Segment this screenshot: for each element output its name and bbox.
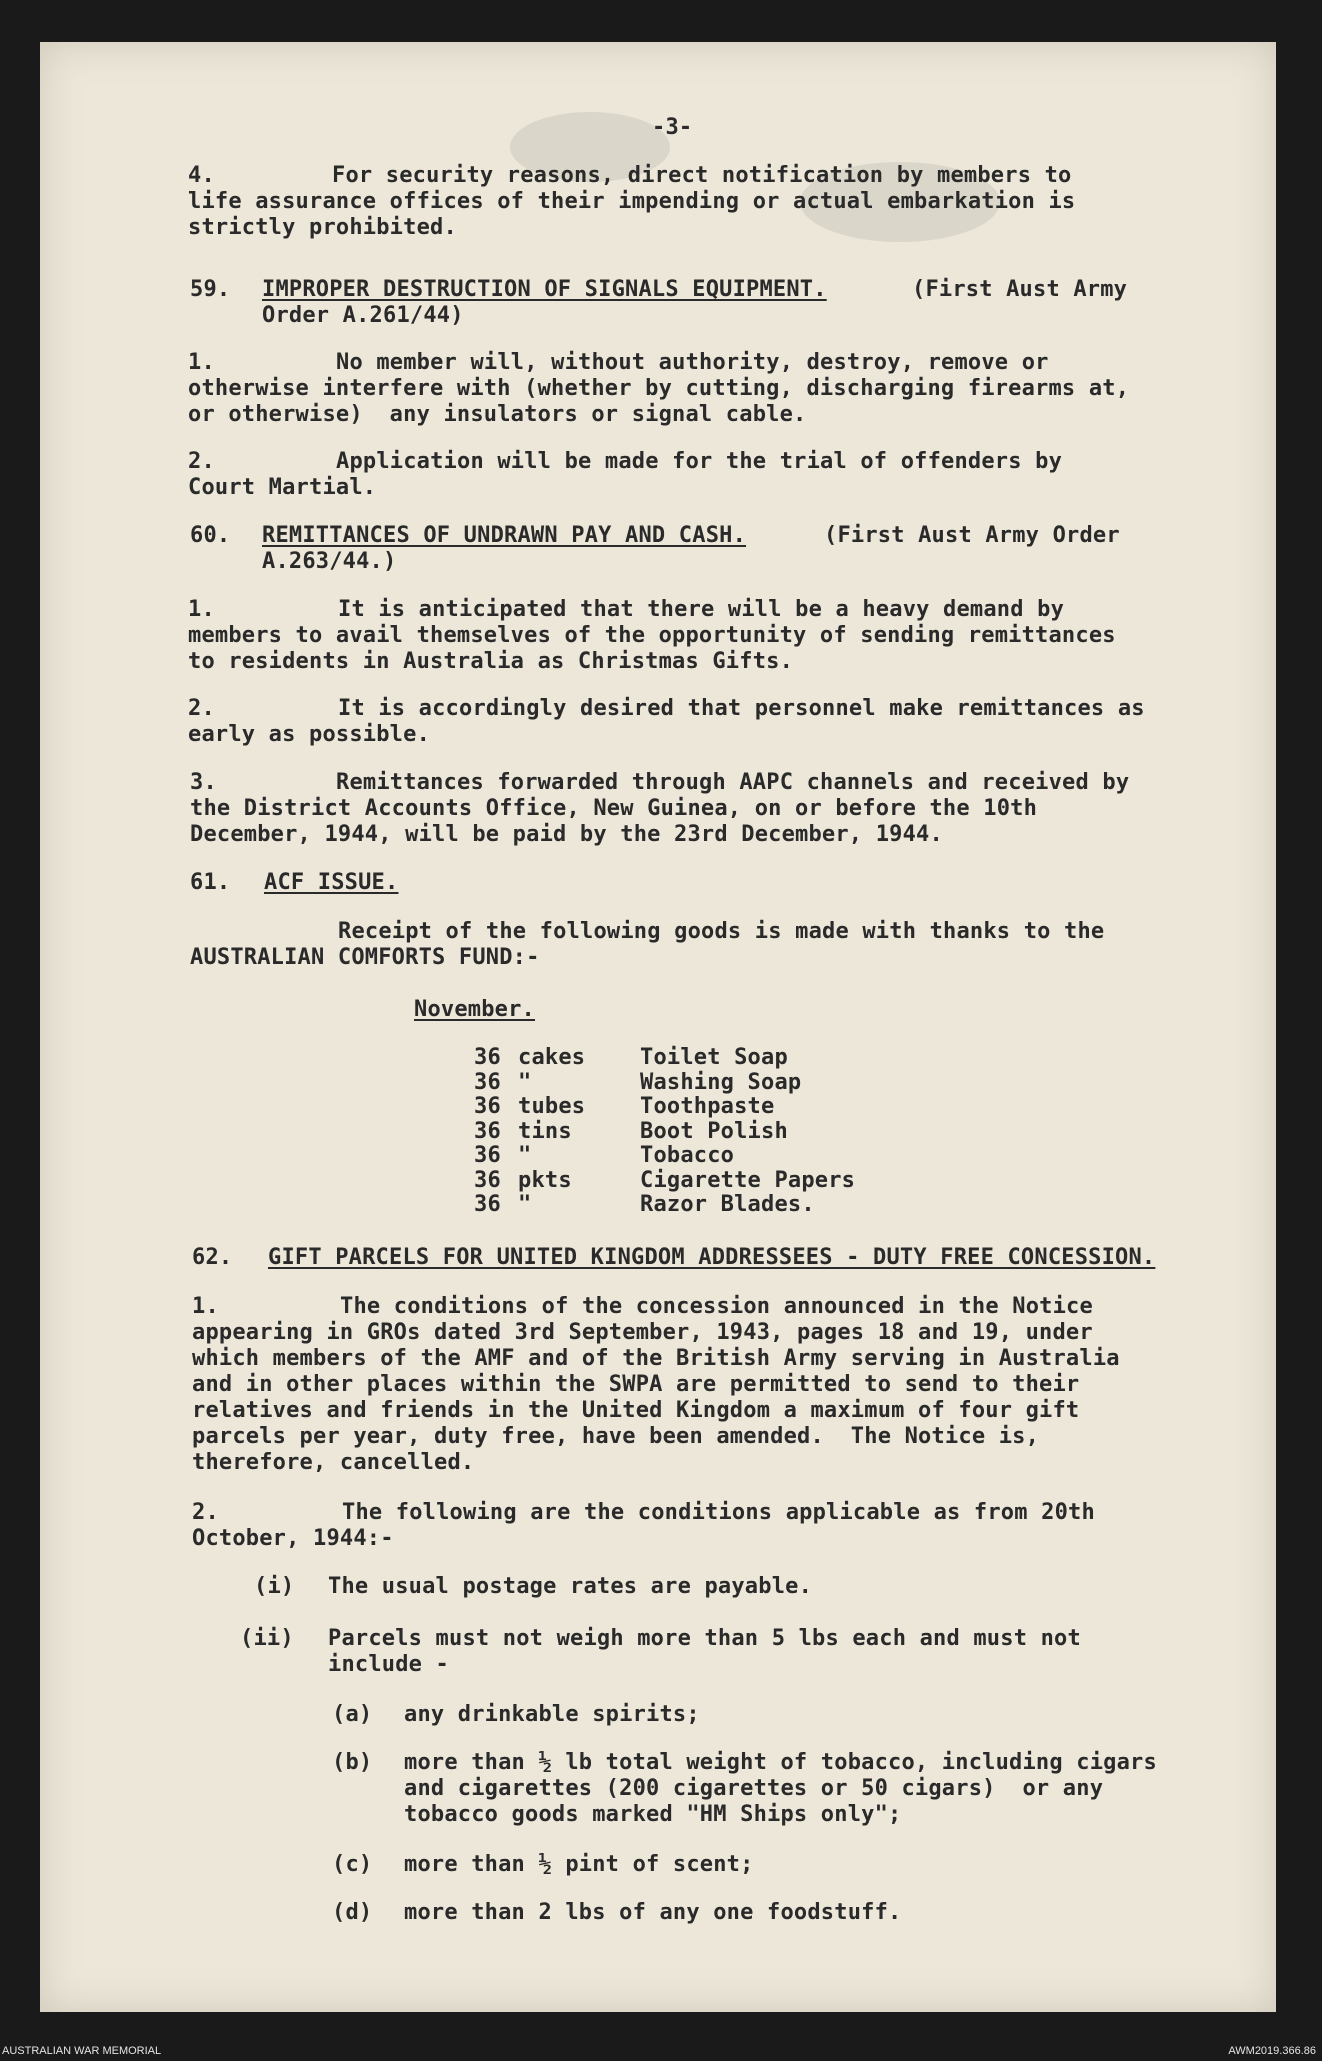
sub-item-number: (c) [332,1852,373,1877]
order-reference: Order A.261/44) [262,303,464,328]
text-line: any drinkable spirits; [404,1702,700,1727]
text-line: AUSTRALIAN COMFORTS FUND:- [190,945,540,970]
text-line: Receipt of the following goods is made with thanks to the [338,919,1105,944]
para-number: 3. [190,770,217,795]
section-heading: GIFT PARCELS FOR UNITED KINGDOM ADDRESSEES - DUTY FREE CONCESSION. [268,1245,1156,1270]
text-line: The following are the conditions applicable as from 20th [342,1500,1095,1525]
goods-unit: tins [518,1119,572,1144]
text-line: appearing in GROs dated 3rd September, 1943, pages 18 and 19, under [192,1320,1093,1345]
text-line: or otherwise) any insulators or signal cable. [188,402,807,427]
text-line: and in other places within the SWPA are permitted to send to their [192,1372,1080,1397]
goods-qty: 36 [474,1143,501,1168]
text-line: It is anticipated that there will be a heavy demand by [338,597,1065,622]
text-line: No member will, without authority, destroy, remove or [336,350,1049,375]
para-number: 2. [188,696,215,721]
goods-item: Boot Polish [640,1119,788,1144]
goods-item: Washing Soap [640,1070,802,1095]
text-line: strictly prohibited. [188,215,457,240]
text-line: early as possible. [188,722,431,747]
goods-unit: " [518,1143,532,1168]
footer-credit: AUSTRALIAN WAR MEMORIAL [2,2045,162,2057]
sub-item-number: (b) [332,1750,373,1775]
para-number: 2. [192,1500,219,1525]
goods-unit: " [518,1192,532,1217]
text-line: The usual postage rates are payable. [328,1574,813,1599]
condition-number: (ii) [240,1626,294,1651]
order-reference: A.263/44.) [262,549,397,574]
text-line: relatives and friends in the United Kingdom a maximum of four gift [192,1398,1080,1423]
text-line: include - [328,1652,450,1677]
text-line: therefore, cancelled. [192,1450,475,1475]
para-number: 4. [188,163,215,188]
goods-item: Toothpaste [640,1094,775,1119]
text-line: December, 1944, will be paid by the 23rd December, 1944. [190,822,943,847]
text-line: members to avail themselves of the opportunity of sending remittances [188,623,1116,648]
text-line: more than 2 lbs of any one foodstuff. [404,1900,902,1925]
goods-qty: 36 [474,1192,501,1217]
section-number: 60. [190,523,231,548]
para-number: 1. [188,350,215,375]
text-line: October, 1944:- [192,1526,394,1551]
goods-qty: 36 [474,1168,501,1193]
goods-qty: 36 [474,1045,501,1070]
goods-qty: 36 [474,1070,501,1095]
sub-item-number: (a) [332,1702,373,1727]
text-line: otherwise interfere with (whether by cutting, discharging firearms at, [188,376,1130,401]
para-number: 1. [188,597,215,622]
section-number: 62. [192,1245,233,1270]
text-line: The conditions of the concession announced in the Notice [340,1294,1093,1319]
order-reference: (First Aust Army Order [824,523,1120,548]
text-line: Parcels must not weigh more than 5 lbs each and must not [328,1626,1081,1651]
goods-unit: " [518,1070,532,1095]
sub-item-number: (d) [332,1900,373,1925]
page-number: -3- [652,115,693,140]
goods-unit: tubes [518,1094,586,1119]
goods-item: Razor Blades. [640,1192,815,1217]
goods-item: Toilet Soap [640,1045,788,1070]
section-heading: IMPROPER DESTRUCTION OF SIGNALS EQUIPMENT. [262,277,827,302]
text-line: which members of the AMF and of the British Army serving in Australia [192,1346,1120,1371]
document-page [40,42,1276,2012]
footer-accession-number: AWM2019.366.86 [1228,2045,1316,2057]
section-number: 59. [190,277,231,302]
text-line: It is accordingly desired that personnel make remittances as [338,696,1145,721]
month-heading: November. [414,997,536,1022]
order-reference: (First Aust Army [912,277,1128,302]
section-number: 61. [190,870,231,895]
para-number: 1. [192,1294,219,1319]
text-line: tobacco goods marked "HM Ships only"; [404,1802,902,1827]
condition-number: (i) [254,1574,295,1599]
text-line: life assurance offices of their impending or actual embarkation is [188,189,1076,214]
text-line: Remittances forwarded through AAPC channels and received by [336,770,1130,795]
goods-unit: cakes [518,1045,586,1070]
goods-unit: pkts [518,1168,572,1193]
text-line: the District Accounts Office, New Guinea, on or before the 10th [190,796,1038,821]
text-line: Court Martial. [188,475,377,500]
text-line: and cigarettes (200 cigarettes or 50 cigars) or any [404,1776,1104,1801]
para-number: 2. [188,449,215,474]
section-heading: REMITTANCES OF UNDRAWN PAY AND CASH. [262,523,747,548]
text-line: more than ½ lb total weight of tobacco, including cigars [404,1750,1157,1775]
goods-qty: 36 [474,1119,501,1144]
text-line: more than ½ pint of scent; [404,1852,754,1877]
text-line: For security reasons, direct notification by members to [332,163,1072,188]
goods-item: Tobacco [640,1143,735,1168]
text-line: Application will be made for the trial of offenders by [336,449,1063,474]
text-line: parcels per year, duty free, have been amended. The Notice is, [192,1424,1040,1449]
goods-qty: 36 [474,1094,501,1119]
text-line: to residents in Australia as Christmas Gifts. [188,649,794,674]
goods-item: Cigarette Papers [640,1168,856,1193]
section-heading: ACF ISSUE. [264,870,399,895]
